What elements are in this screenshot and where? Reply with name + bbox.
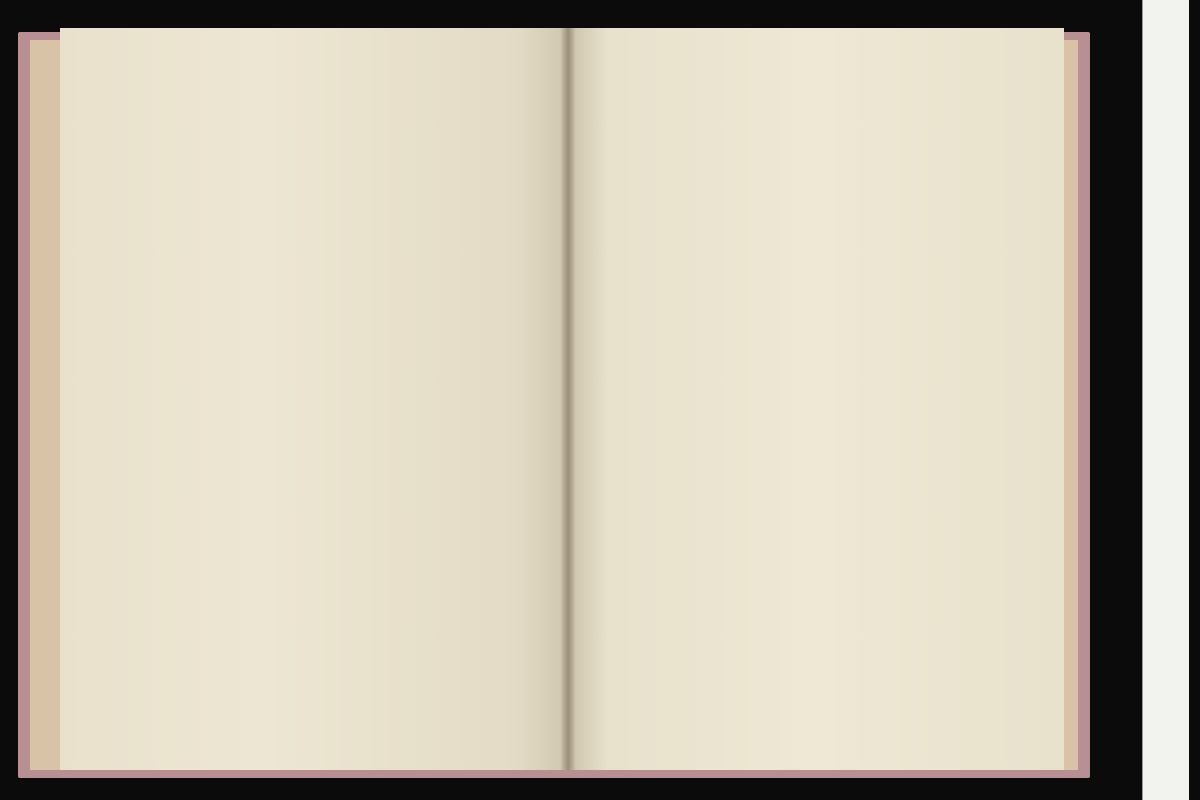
book-gutter [560,28,576,770]
measurement-ruler [1142,0,1189,800]
left-page [60,28,568,770]
right-page [568,28,1064,770]
